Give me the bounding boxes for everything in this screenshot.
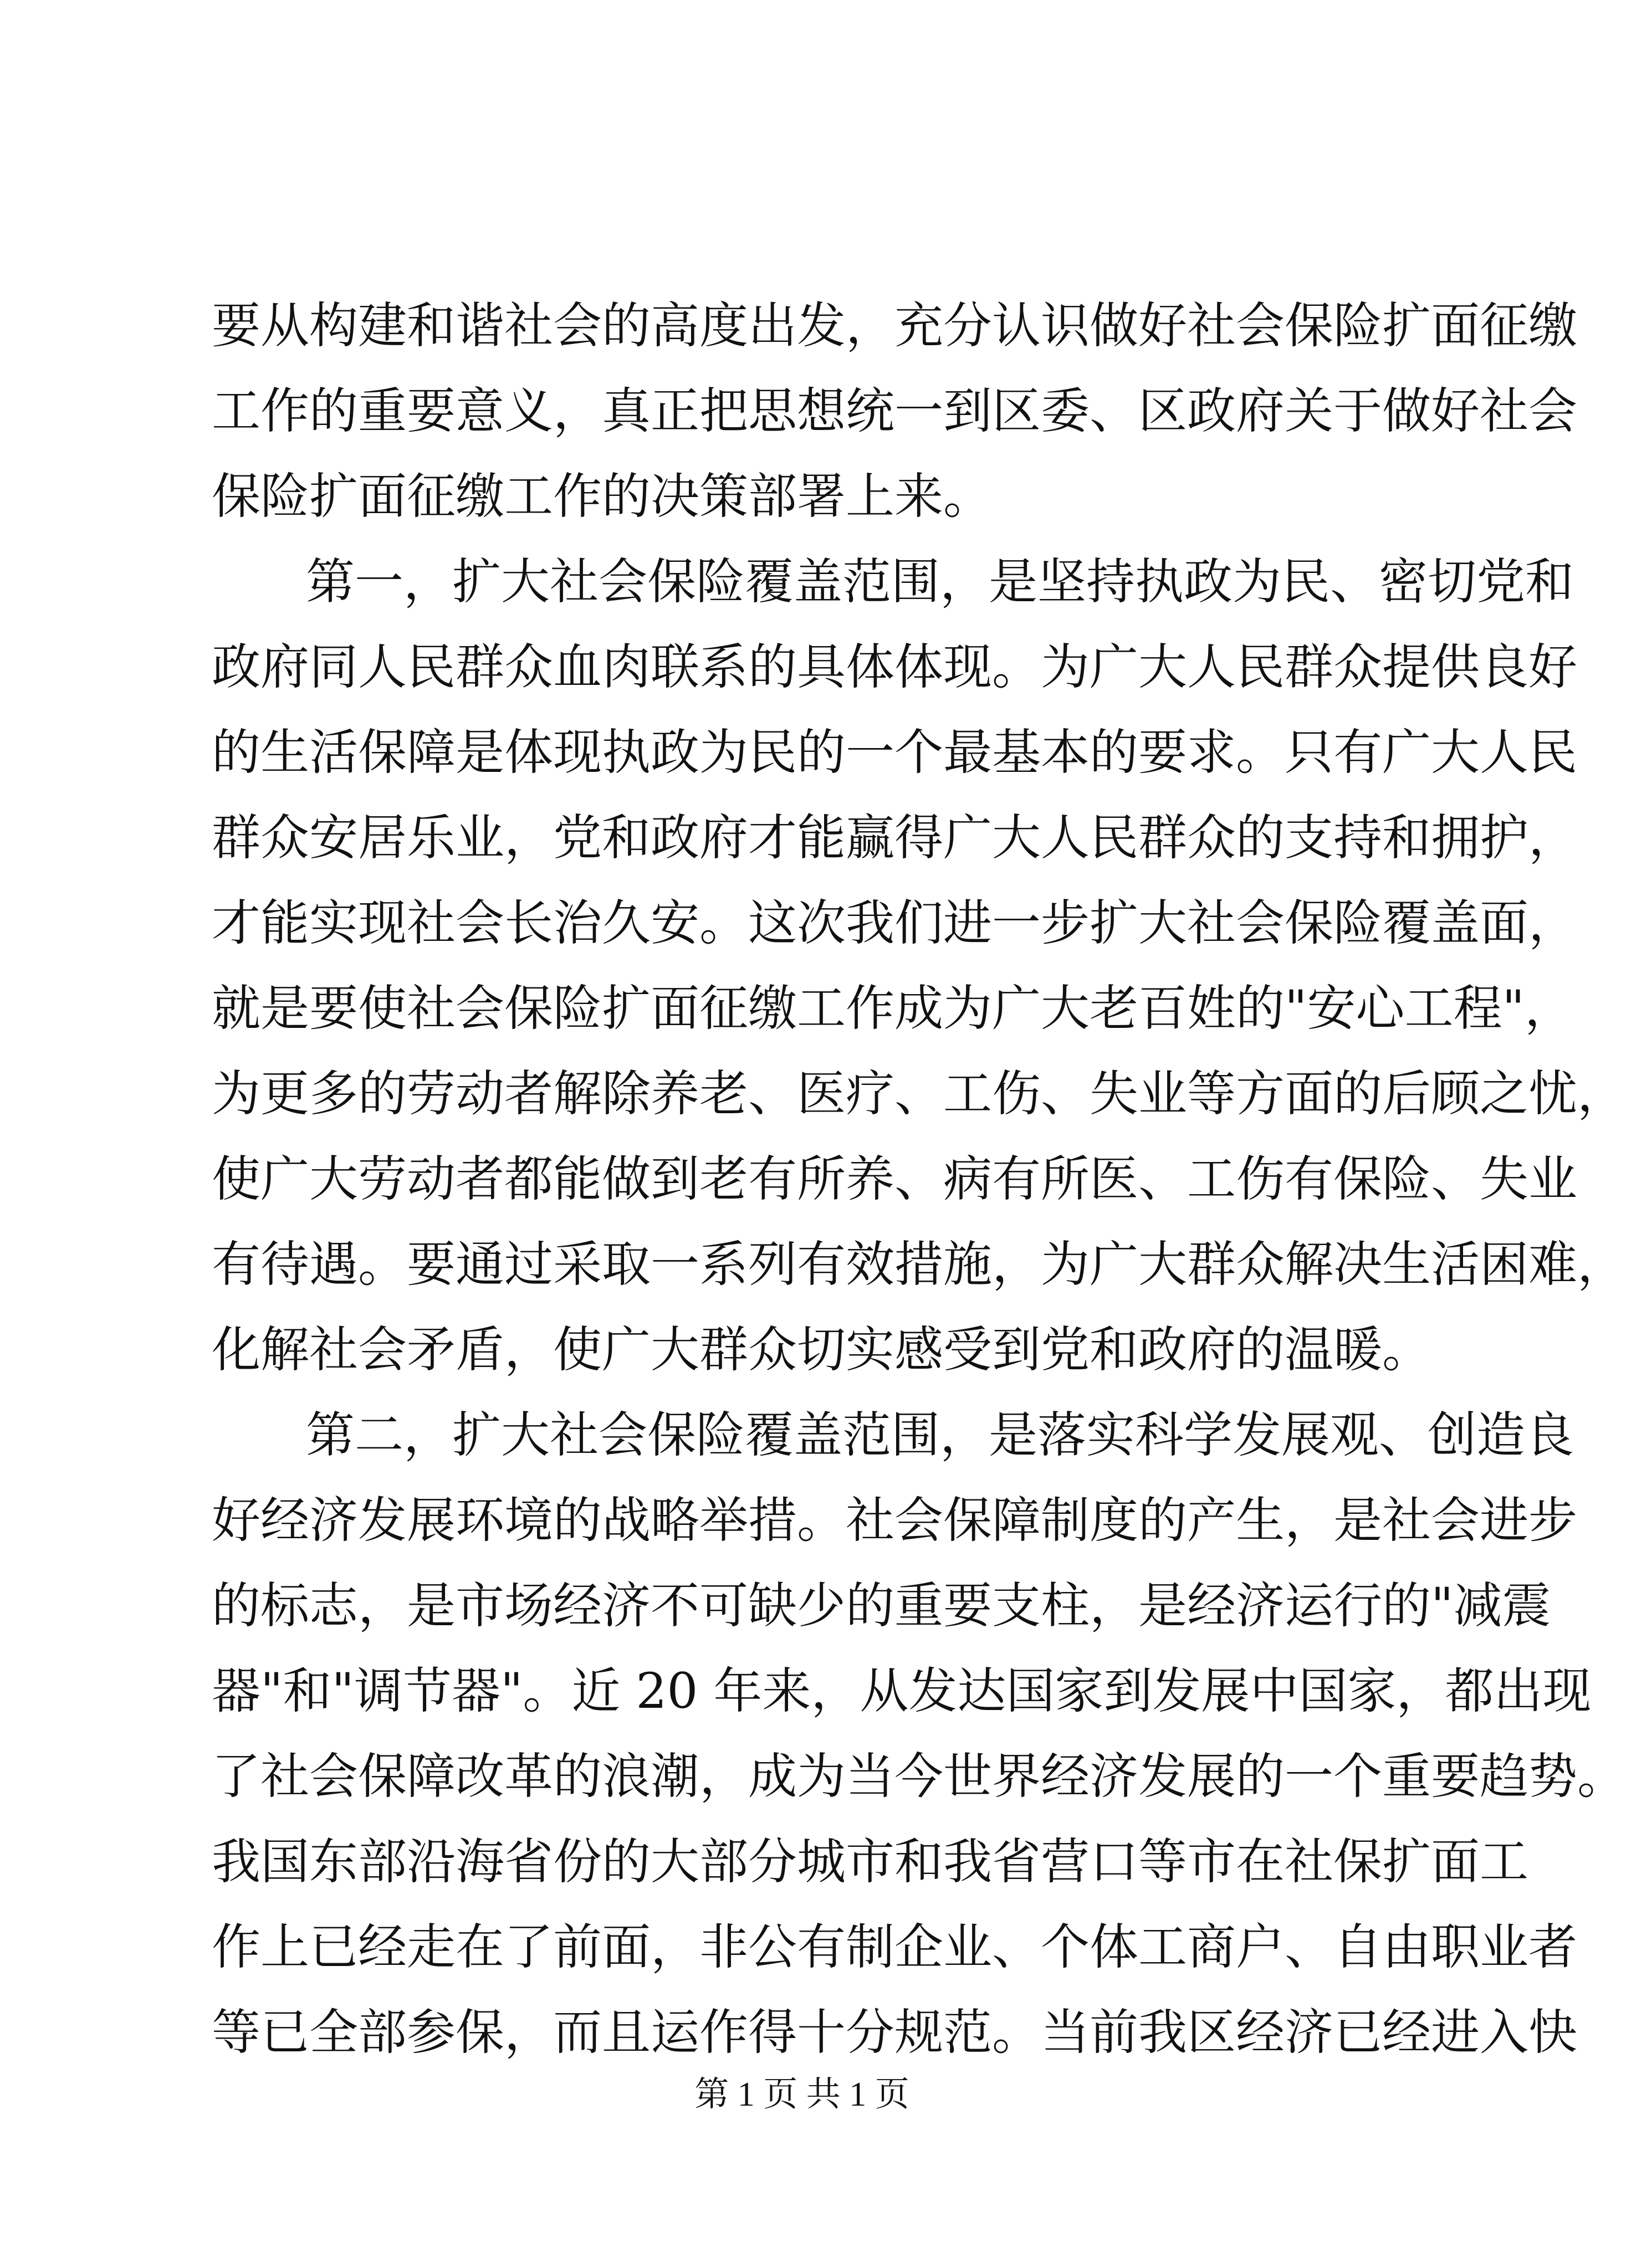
body-text-line: 的生活保障是体现执政为民的一个最基本的要求。只有广大人民 — [212, 724, 1578, 781]
body-text-line: 作上已经走在了前面，非公有制企业、个体工商户、自由职业者 — [212, 1918, 1578, 1975]
paragraph-first-line: 第二，扩大社会保险覆盖范围，是落实科学发展观、创造良 — [306, 1406, 1574, 1463]
body-text-line: 群众安居乐业，党和政府才能赢得广大人民群众的支持和拥护， — [212, 809, 1578, 866]
body-text-line: 了社会保障改革的浪潮，成为当今世界经济发展的一个重要趋势。 — [212, 1748, 1626, 1805]
body-text-line: 就是要使社会保险扩面征缴工作成为广大老百姓的"安心工程"， — [212, 980, 1573, 1037]
body-text-line: 化解社会矛盾，使广大群众切实感受到党和政府的温暖。 — [212, 1321, 1431, 1378]
body-text-line: 要从构建和谐社会的高度出发，充分认识做好社会保险扩面征缴 — [212, 297, 1578, 354]
body-text-line: 政府同人民群众血肉联系的具体体现。为广大人民群众提供良好 — [212, 638, 1578, 695]
body-text-line: 器"和"调节器"。近 20 年来，从发达国家到发展中国家，都出现 — [212, 1662, 1592, 1719]
body-text-line: 为更多的劳动者解除养老、医疗、工伤、失业等方面的后顾之忧， — [212, 1065, 1626, 1122]
body-text-line: 等已全部参保，而且运作得十分规范。当前我区经济已经进入快 — [212, 2004, 1578, 2061]
body-text-line: 使广大劳动者都能做到老有所养、病有所医、工伤有保险、失业 — [212, 1150, 1578, 1207]
body-text-line: 保险扩面征缴工作的决策部署上来。 — [212, 468, 993, 525]
page-footer: 第 1 页 共 1 页 — [694, 2076, 909, 2113]
body-text-line: 好经济发展环境的战略举措。社会保障制度的产生，是社会进步 — [212, 1492, 1578, 1549]
body-text-line: 的标志，是市场经济不可缺少的重要支柱，是经济运行的"减震 — [212, 1577, 1551, 1634]
body-text-line: 才能实现社会长治久安。这次我们进一步扩大社会保险覆盖面， — [212, 894, 1578, 951]
body-text-line: 有待遇。要通过采取一系列有效措施，为广大群众解决生活困难， — [212, 1236, 1626, 1293]
body-text-line: 工作的重要意义，真正把思想统一到区委、区政府关于做好社会 — [212, 382, 1578, 439]
body-text-line: 我国东部沿海省份的大部分城市和我省营口等市在社保扩面工 — [212, 1833, 1529, 1890]
paragraph-first-line: 第一，扩大社会保险覆盖范围，是坚持执政为民、密切党和 — [306, 553, 1574, 610]
